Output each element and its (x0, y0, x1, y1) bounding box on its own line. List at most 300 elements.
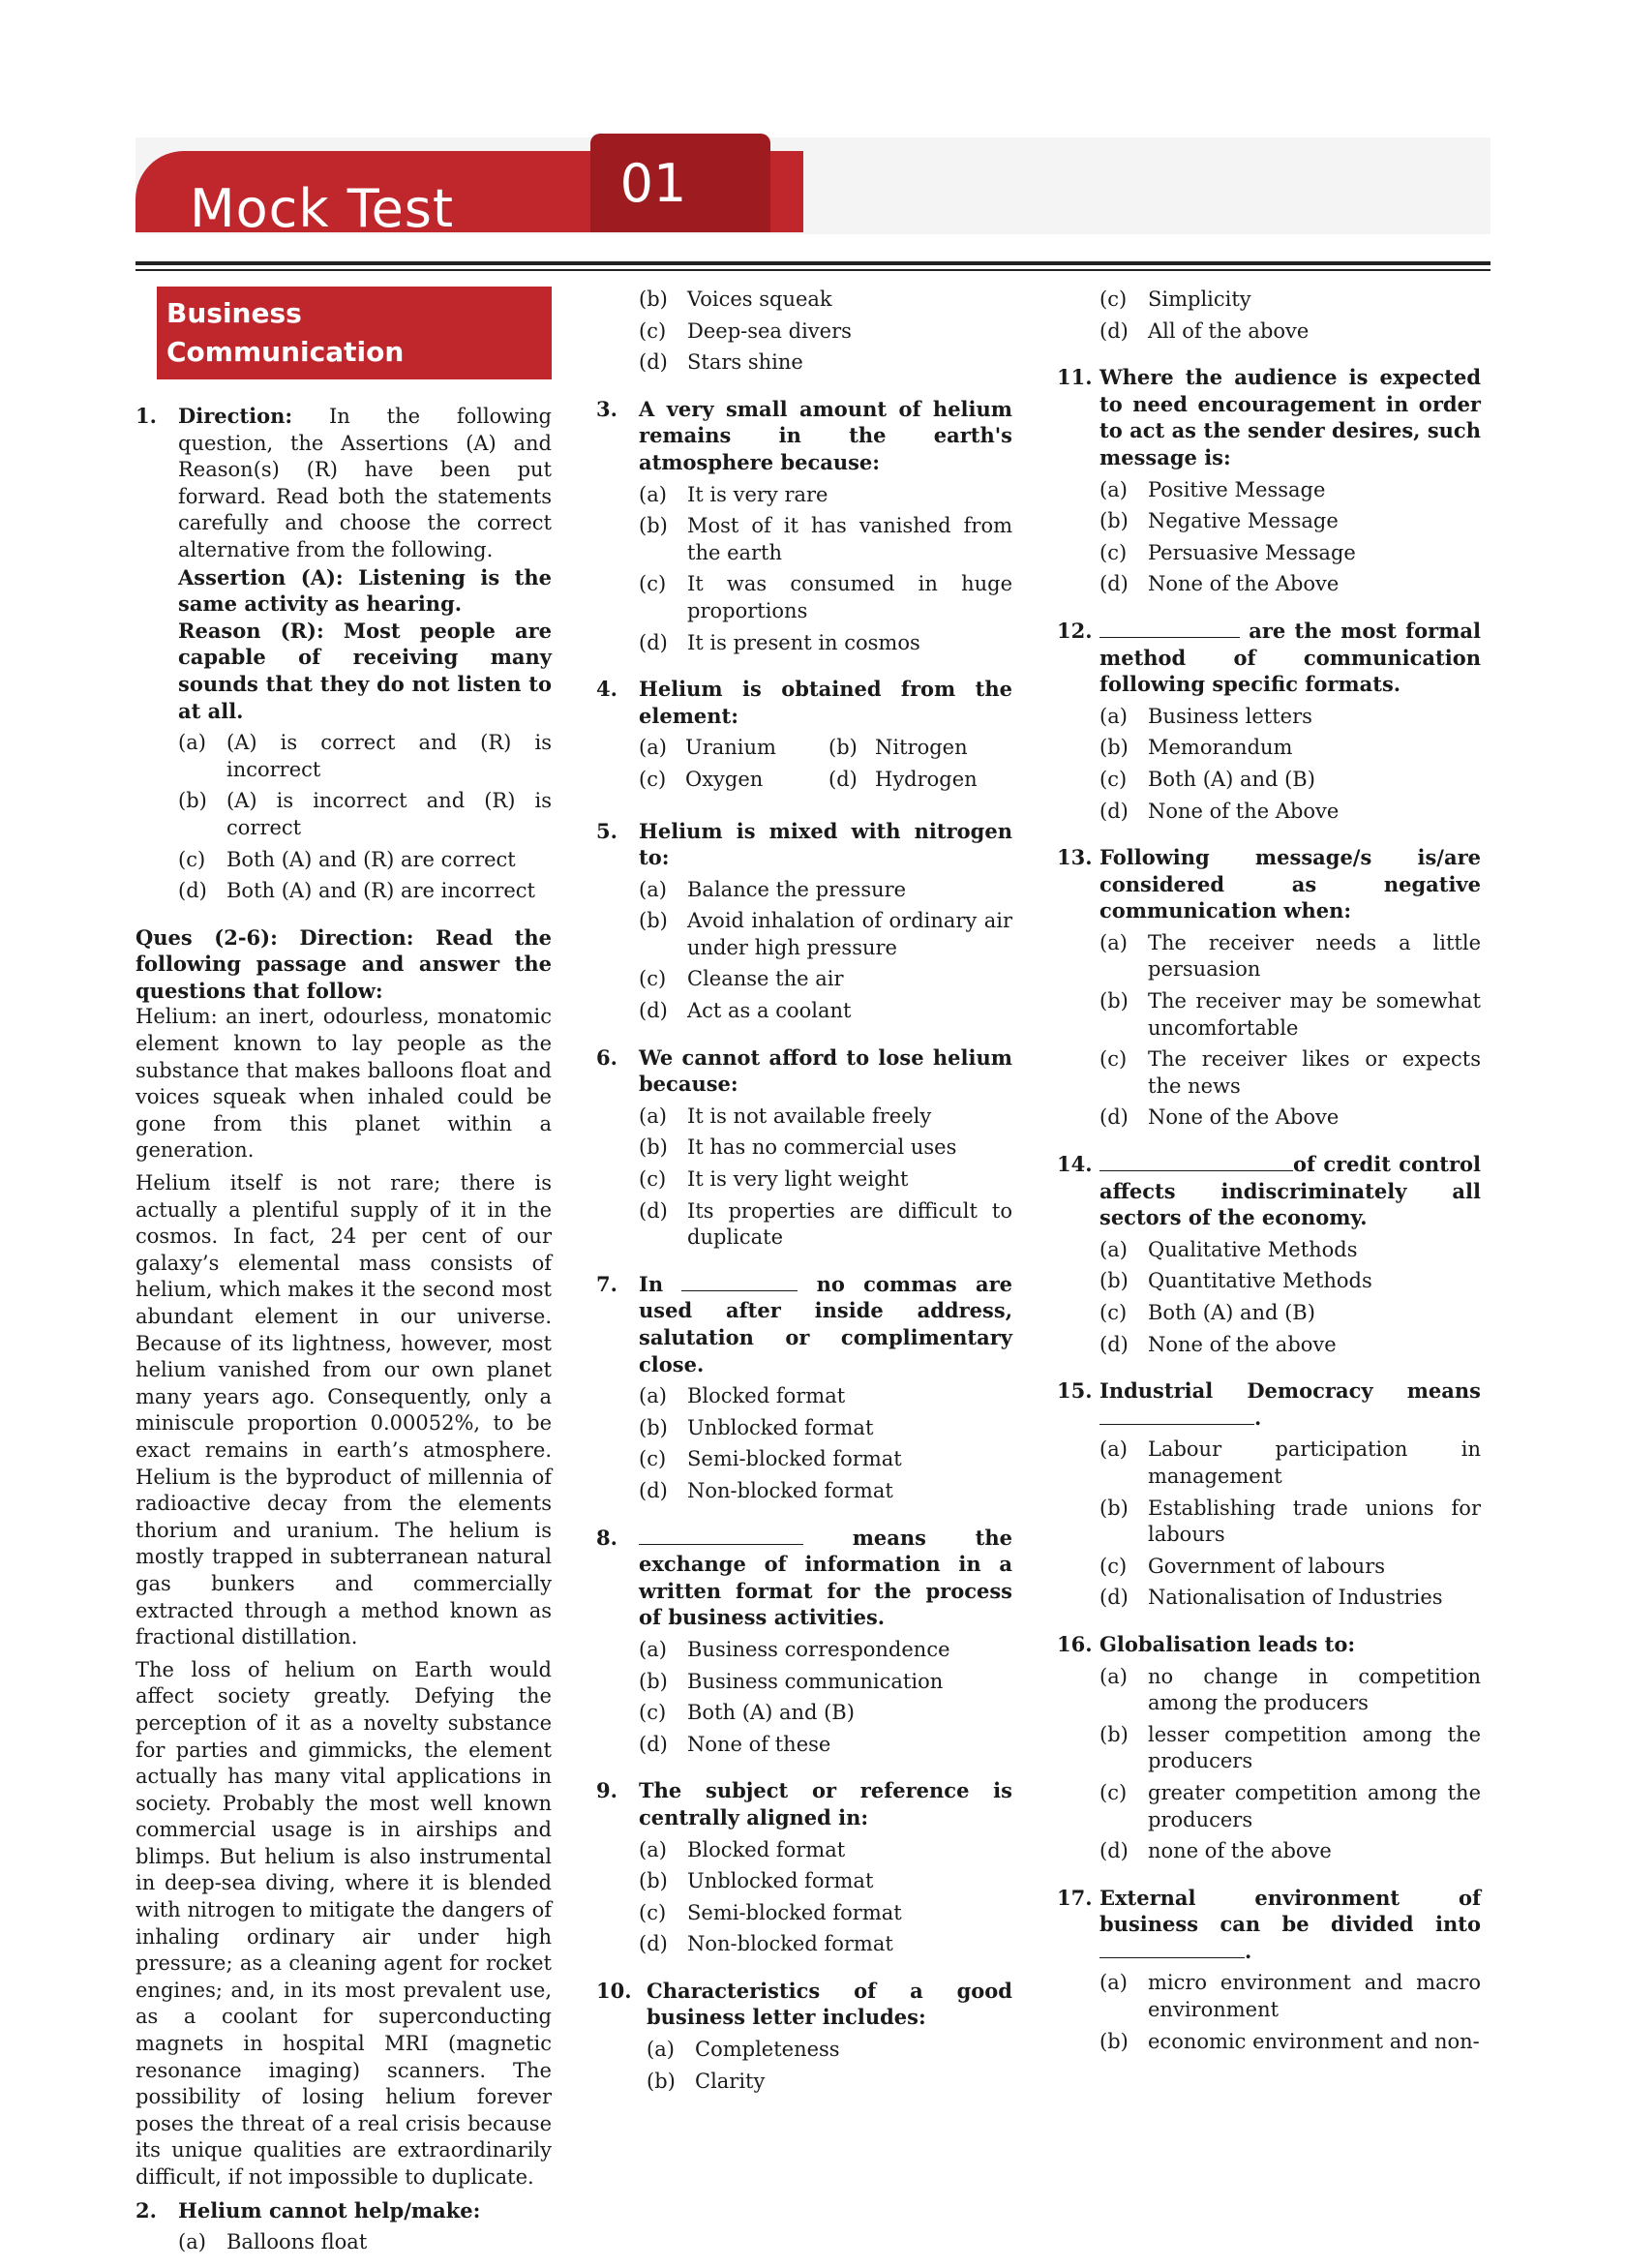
option-label: (c) (1099, 1047, 1128, 1072)
option-text: Business correspondence (687, 1637, 950, 1661)
header-rule-thin (136, 269, 1490, 271)
options-list (1099, 930, 1481, 1132)
option-a[interactable] (647, 2037, 1012, 2064)
question-text (639, 1525, 1012, 1631)
option-c[interactable] (1099, 1554, 1481, 1581)
option-text: None of the Above (1148, 572, 1340, 596)
question-text: Helium is obtained from the element: (639, 677, 1012, 728)
option-label: (c) (1099, 1554, 1128, 1578)
reason-text: Reason (R): Most people are capable of receiving many sounds that they do not listen to at all. (178, 618, 552, 723)
question-text: Where the audience is expected to need encouragement in order to act as the sender desires, such message is: (1099, 365, 1481, 469)
option-text: lesser competition among the producers (1148, 1722, 1481, 1773)
option-a[interactable] (639, 1637, 1012, 1664)
option-text: Memorandum (1148, 736, 1293, 760)
question-text (1099, 1151, 1481, 1231)
options-list (1099, 477, 1481, 598)
option-label: (d) (1099, 1105, 1129, 1130)
option-b[interactable] (178, 788, 552, 841)
question-17 (1057, 1885, 1481, 2056)
mock-test-header (136, 134, 1490, 240)
option-d[interactable] (1099, 1838, 1481, 1865)
section-title: Business Communication (157, 287, 552, 379)
option-c[interactable] (639, 1900, 1012, 1927)
option-label: (a) (1099, 930, 1128, 954)
option-d[interactable] (639, 349, 1012, 377)
direction-text (178, 403, 552, 564)
option-text: Establishing trade unions for labours (1148, 1496, 1481, 1547)
option-label: (a) (1099, 1664, 1128, 1688)
question-number: 7. (596, 1271, 617, 1296)
question-text: Following message/s is/are considered as negative communication when: (1099, 845, 1481, 923)
option-text: Simplicity (1148, 287, 1251, 311)
option-label: (a) (178, 2230, 206, 2254)
option-text: (A) is incorrect and (R) is correct (226, 789, 552, 839)
option-text: The receiver likes or expects the news (1148, 1047, 1481, 1098)
question-number: 10. (596, 1978, 632, 2003)
option-label: (c) (1099, 767, 1128, 791)
options-list (1099, 1237, 1481, 1358)
option-label: (d) (639, 1732, 668, 1756)
option-text: (A) is correct and (R) is incorrect (226, 731, 552, 781)
option-text: no change in competition among the producers (1148, 1664, 1481, 1715)
column-2 (596, 287, 1012, 2106)
option-text: Deep-sea divers (687, 318, 852, 343)
option-b[interactable] (647, 2069, 1012, 2096)
option-text: micro environment and macro environment (1148, 1971, 1481, 2022)
option-text: It is very rare (687, 482, 828, 506)
question-text: We cannot afford to lose helium because: (639, 1044, 1012, 1097)
option-c[interactable] (178, 847, 552, 874)
question-number: 6. (596, 1044, 617, 1070)
question-5 (596, 818, 1012, 1025)
option-text: Blocked format (687, 1384, 846, 1408)
option-label: (c) (639, 318, 667, 343)
question-text-end: of credit control affects indiscriminately all sectors of the economy. (1099, 1152, 1481, 1230)
question-number: 4. (596, 677, 617, 702)
option-d[interactable] (178, 878, 552, 905)
option-text: Voices squeak (687, 287, 832, 311)
option-text: Both (A) and (B) (1148, 767, 1315, 791)
option-label: (d) (639, 1478, 668, 1502)
option-label: (a) (639, 482, 667, 506)
option-b[interactable] (1099, 1496, 1481, 1549)
question-number: 2. (136, 2197, 157, 2223)
option-label: (b) (639, 1869, 668, 1893)
option-a[interactable] (639, 1104, 1012, 1131)
option-text: Hydrogen (875, 767, 978, 791)
option-label: (c) (1099, 1301, 1128, 1324)
option-text: none of the above (1148, 1839, 1332, 1863)
option-d[interactable] (1099, 1585, 1481, 1612)
option-label: (d) (639, 1198, 668, 1223)
question-text: Globalisation leads to: (1099, 1631, 1356, 1656)
option-text: Unblocked format (687, 1415, 874, 1439)
option-label: (b) (639, 1135, 668, 1160)
option-text: It is present in cosmos (687, 630, 920, 654)
option-label: (a) (1099, 1437, 1128, 1462)
option-label: (a) (1099, 477, 1128, 501)
option-d[interactable] (1099, 1104, 1481, 1132)
column-1 (136, 287, 552, 2268)
option-label: (d) (1099, 1586, 1129, 1610)
option-b[interactable] (1099, 1722, 1481, 1775)
option-c[interactable] (639, 571, 1012, 624)
option-label: (b) (1099, 1269, 1129, 1293)
option-text: Unblocked format (687, 1869, 874, 1893)
option-c[interactable] (1099, 1046, 1481, 1100)
option-text: None of the above (1148, 1332, 1337, 1356)
option-b[interactable] (1099, 735, 1481, 762)
direction-label: Direction: (178, 404, 293, 428)
question-number: 11. (1057, 365, 1093, 390)
option-b[interactable] (639, 1868, 1012, 1895)
option-text: Blocked format (687, 1837, 846, 1861)
option-text: Government of labours (1148, 1554, 1386, 1578)
options-list (178, 730, 552, 905)
options-list (1099, 1664, 1481, 1865)
option-text: Business letters (1148, 704, 1312, 728)
option-c[interactable] (639, 966, 1012, 993)
passage-paragraph-2: Helium itself is not rare; there is actually a plentiful supply of it in the cosmos. In fact, 24 per cent of our galaxy’s elemental mass consists of helium, which makes it the second most abundant element in our universe. Because of its lightness, however, most helium vanished from our own planet many years ago. Consequently, only a miniscule proportion 0.00052%, to be exact remains in earth’s atmosphere. Helium is the byproduct of millennia of radioactive decay from the elements thorium and uranium. The helium is mostly trapped in subterranean natural gas bunkers and commercially extracted through a method known as fractional distillation. (136, 1171, 552, 1649)
question-10 (596, 1978, 1012, 2095)
option-label: (a) (639, 1837, 667, 1861)
option-b[interactable] (639, 287, 1012, 314)
option-text: It has no commercial uses (687, 1135, 957, 1160)
option-label: (d) (639, 350, 668, 375)
option-d[interactable] (639, 1931, 1012, 1958)
option-label: (b) (178, 789, 207, 813)
question-number: 16. (1057, 1631, 1093, 1656)
options-list (1099, 1970, 1481, 2055)
option-a[interactable] (1099, 1436, 1481, 1490)
question-13 (1057, 844, 1481, 1132)
option-a[interactable] (1099, 477, 1481, 504)
options-list (639, 1637, 1012, 1758)
question-text: A very small amount of helium remains in the earth's atmosphere because: (639, 396, 1012, 474)
option-text: Oxygen (685, 767, 764, 791)
option-label: (b) (1099, 509, 1129, 533)
fill-in-blank (639, 1527, 803, 1545)
option-label: (d) (639, 999, 668, 1023)
option-text: economic environment and non- (1148, 2029, 1480, 2053)
option-text: The receiver may be somewhat uncomfortable (1148, 989, 1481, 1040)
option-a[interactable] (1099, 1237, 1481, 1264)
option-label: (d) (639, 630, 668, 654)
options-grid (639, 735, 1012, 798)
options-list (1099, 287, 1481, 345)
option-text: Completeness (695, 2038, 840, 2062)
question-10-continued (1057, 287, 1481, 345)
option-text: Negative Message (1148, 509, 1339, 533)
option-d[interactable] (1099, 799, 1481, 826)
option-text: Qualitative Methods (1148, 1237, 1358, 1261)
question-number: 17. (1057, 1885, 1093, 1910)
question-text-end: means the exchange of information in a written format for the process of business activities. (639, 1525, 1013, 1630)
option-label: (b) (828, 736, 858, 760)
assertion-text: Assertion (A): Listening is the same activity as hearing. (178, 564, 552, 617)
question-text-start: In (639, 1271, 664, 1296)
options-list (639, 1383, 1012, 1504)
option-text: greater competition among the producers (1148, 1780, 1481, 1831)
option-text: None of the Above (1148, 799, 1340, 823)
option-c[interactable] (1099, 1300, 1481, 1327)
header-number-tab (590, 134, 770, 232)
option-text: Semi-blocked format (687, 1900, 902, 1924)
option-b[interactable] (1099, 988, 1481, 1042)
option-a[interactable] (639, 1837, 1012, 1864)
option-label: (b) (639, 1415, 668, 1439)
option-text: All of the above (1148, 318, 1310, 343)
option-d[interactable] (828, 767, 1012, 794)
question-number: 1. (136, 404, 157, 428)
question-number: 13. (1057, 845, 1093, 870)
option-b[interactable] (1099, 508, 1481, 535)
option-label: (a) (178, 731, 206, 755)
option-label: (a) (639, 1104, 667, 1128)
question-text: Helium cannot help/make: (178, 2197, 481, 2223)
options-list (1099, 1436, 1481, 1612)
options-list (639, 877, 1012, 1025)
option-a[interactable] (639, 735, 823, 762)
question-text-end: . (1254, 1405, 1262, 1430)
option-label: (b) (639, 287, 668, 311)
option-text: Semi-blocked format (687, 1447, 902, 1471)
option-text: Balloons float (226, 2230, 368, 2254)
option-label: (d) (1099, 1332, 1129, 1356)
option-text: Uranium (685, 736, 776, 760)
options-list (639, 287, 1012, 377)
option-d[interactable] (1099, 318, 1481, 346)
fill-in-blank (1099, 1940, 1245, 1958)
header-title: Mock Test (190, 178, 455, 239)
question-text-start: External environment of business can be divided into (1099, 1885, 1481, 1937)
option-label: (d) (1099, 1839, 1129, 1863)
option-text: Nitrogen (875, 736, 968, 760)
question-8 (596, 1525, 1012, 1759)
option-text: The receiver needs a little persuasion (1148, 930, 1481, 982)
option-c[interactable] (639, 767, 823, 794)
option-label: (c) (639, 967, 667, 991)
option-b[interactable] (1099, 2029, 1481, 2056)
options-list (647, 2037, 1012, 2095)
option-a[interactable] (639, 482, 1012, 509)
options-list (639, 1837, 1012, 1958)
option-label: (c) (178, 847, 206, 871)
option-label: (b) (639, 909, 668, 933)
question-16 (1057, 1631, 1481, 1865)
option-label: (a) (639, 736, 667, 760)
option-text: Non-blocked format (687, 1932, 893, 1956)
option-text: Its properties are difficult to duplicate (687, 1198, 1012, 1250)
option-b[interactable] (1099, 1268, 1481, 1295)
question-number: 12. (1057, 618, 1093, 643)
option-label: (b) (1099, 1722, 1129, 1746)
fill-in-blank (1099, 620, 1240, 638)
option-label: (c) (1099, 1780, 1128, 1804)
question-3 (596, 396, 1012, 656)
option-a[interactable] (178, 730, 552, 783)
question-12 (1057, 618, 1481, 825)
passage-paragraph-3: The loss of helium on Earth would affect society greatly. Defying the perception of it as a novelty substance for parties and gimmicks, the element actually has many vital applications in society. Probably the most well known commercial usage is in airships and blimps. But helium is also instrumental in deep-sea diving, where it is blended with nitrogen to mitigate the dangers of inhaling ordinary air under high pressure; as a cleaning agent for rocket engines; and, in its most prevalent use, as a coolant for superconducting magnets in hospital MRI (magnetic resonance imaging) scanners. The possibility of losing helium forever poses the threat of a real crisis because its unique qualities are extraordinarily difficult, if not impossible to duplicate. (136, 1657, 552, 2189)
option-b[interactable] (828, 735, 1012, 762)
option-label: (d) (828, 767, 858, 791)
question-text (1099, 1377, 1481, 1431)
option-text: None of these (687, 1732, 831, 1756)
option-label: (d) (1099, 318, 1129, 343)
question-number: 15. (1057, 1378, 1093, 1404)
options-list (178, 2229, 552, 2256)
option-text: Persuasive Message (1148, 540, 1356, 564)
option-label: (b) (1099, 989, 1129, 1013)
option-a[interactable] (639, 877, 1012, 904)
option-label: (a) (1099, 704, 1128, 728)
option-text: Nationalisation of Industries (1148, 1586, 1443, 1610)
option-c[interactable] (1099, 1780, 1481, 1833)
option-label: (c) (639, 1900, 667, 1924)
option-d[interactable] (639, 630, 1012, 657)
option-label: (b) (647, 2069, 676, 2093)
header-number: 01 (619, 153, 687, 214)
question-number: 8. (596, 1525, 617, 1550)
option-label: (a) (1099, 1237, 1128, 1261)
option-label: (c) (1099, 287, 1128, 311)
option-b[interactable] (639, 1669, 1012, 1696)
question-text: The subject or reference is centrally aligned in: (639, 1778, 1012, 1830)
option-text: Positive Message (1148, 477, 1326, 501)
option-label: (c) (639, 1167, 667, 1192)
question-number: 9. (596, 1778, 617, 1803)
question-text: Characteristics of a good business letter includes: (647, 1978, 1012, 2030)
header-rule-thick (136, 261, 1490, 265)
option-label: (c) (1099, 540, 1128, 564)
option-c[interactable] (639, 318, 1012, 346)
question-text: Helium is mixed with nitrogen to: (639, 818, 1012, 870)
option-c[interactable] (1099, 287, 1481, 314)
option-label: (a) (639, 1637, 667, 1661)
question-number: 14. (1057, 1152, 1093, 1177)
direction-body: In the following question, the Assertions (A) and Reason(s) (R) have been put forward. Read both the statements carefully and choose the correct alternative from the following. (178, 405, 552, 561)
question-number: 5. (596, 818, 617, 843)
option-a[interactable] (1099, 930, 1481, 983)
question-text-end: are the most formal method of communication following specific formats. (1099, 618, 1482, 697)
question-6 (596, 1044, 1012, 1252)
option-label: (c) (639, 1447, 667, 1471)
option-label: (d) (178, 879, 207, 903)
option-label: (a) (647, 2038, 675, 2062)
question-7 (596, 1271, 1012, 1505)
option-label: (a) (1099, 1971, 1128, 1995)
question-text (1099, 618, 1481, 698)
question-2 (136, 2197, 552, 2256)
passage-paragraph-1: Helium: an inert, odourless, monatomic element known to lay people as the substance that makes balloons float and voices squeak when inhaled could be gone from this planet within a generation. (136, 1005, 552, 1163)
option-a[interactable] (1099, 1664, 1481, 1717)
passage-heading: Ques (2-6): Direction: Read the following passage and answer the questions that follow: (136, 924, 552, 1003)
option-text: Stars shine (687, 350, 803, 375)
option-b[interactable] (639, 513, 1012, 566)
question-11 (1057, 364, 1481, 598)
option-a[interactable] (1099, 704, 1481, 731)
option-label: (d) (1099, 572, 1129, 596)
option-text: It is very light weight (687, 1167, 909, 1192)
question-text-start: Industrial Democracy means (1099, 1378, 1481, 1404)
option-text: Both (A) and (B) (687, 1701, 855, 1725)
question-4 (596, 676, 1012, 798)
option-d[interactable] (639, 1478, 1012, 1505)
option-a[interactable] (1099, 1970, 1481, 2023)
question-1 (136, 403, 552, 905)
option-a[interactable] (178, 2229, 552, 2256)
option-label: (c) (639, 1701, 667, 1725)
option-label: (b) (1099, 736, 1129, 760)
fill-in-blank (1099, 1153, 1293, 1171)
option-text: Cleanse the air (687, 967, 844, 991)
option-label: (c) (639, 572, 667, 596)
fill-in-blank (1099, 1406, 1254, 1425)
question-number: 3. (596, 396, 617, 421)
option-b[interactable] (639, 908, 1012, 961)
option-text: Both (A) and (B) (1148, 1301, 1315, 1324)
option-text: Labour participation in management (1148, 1437, 1481, 1488)
option-label: (a) (639, 877, 667, 901)
fill-in-blank (681, 1273, 798, 1291)
option-label: (c) (639, 767, 667, 791)
option-d[interactable] (1099, 571, 1481, 598)
option-b[interactable] (639, 1134, 1012, 1162)
option-text: Both (A) and (R) are correct (226, 847, 516, 871)
question-text (639, 1271, 1012, 1377)
option-c[interactable] (1099, 767, 1481, 794)
option-label: (b) (639, 1669, 668, 1693)
option-d[interactable] (639, 1732, 1012, 1759)
options-list (639, 482, 1012, 657)
option-label: (d) (1099, 799, 1129, 823)
option-label: (b) (639, 514, 668, 538)
question-2-continued (596, 287, 1012, 377)
option-a[interactable] (639, 1383, 1012, 1410)
option-label: (b) (1099, 1496, 1129, 1520)
option-text: None of the Above (1148, 1105, 1340, 1130)
option-text: Business communication (687, 1669, 944, 1693)
question-text-end: . (1245, 1938, 1252, 1963)
option-text: It was consumed in huge proportions (687, 572, 1012, 622)
option-text: Act as a coolant (687, 999, 852, 1023)
option-text: Quantitative Methods (1148, 1269, 1372, 1293)
question-text-end: no commas are used after inside address, salutation or complimentary close. (639, 1271, 1012, 1376)
option-label: (d) (639, 1932, 668, 1956)
option-text: Avoid inhalation of ordinary air under high pressure (687, 909, 1012, 959)
option-c[interactable] (639, 1446, 1012, 1473)
question-text (1099, 1885, 1481, 1965)
option-text: Most of it has vanished from the earth (687, 514, 1012, 564)
option-c[interactable] (1099, 540, 1481, 567)
question-15 (1057, 1377, 1481, 1612)
option-text: Non-blocked format (687, 1478, 893, 1502)
option-d[interactable] (639, 998, 1012, 1025)
option-b[interactable] (639, 1415, 1012, 1442)
option-text: It is not available freely (687, 1104, 932, 1128)
column-3 (1057, 287, 1481, 2067)
option-text: Clarity (695, 2069, 766, 2093)
options-list (639, 1104, 1012, 1252)
question-9 (596, 1777, 1012, 1958)
question-14 (1057, 1151, 1481, 1358)
option-c[interactable] (639, 1700, 1012, 1727)
option-text: Both (A) and (R) are incorrect (226, 879, 535, 903)
option-d[interactable] (1099, 1332, 1481, 1359)
option-label: (a) (639, 1384, 667, 1408)
option-d[interactable] (639, 1198, 1012, 1252)
option-c[interactable] (639, 1166, 1012, 1194)
